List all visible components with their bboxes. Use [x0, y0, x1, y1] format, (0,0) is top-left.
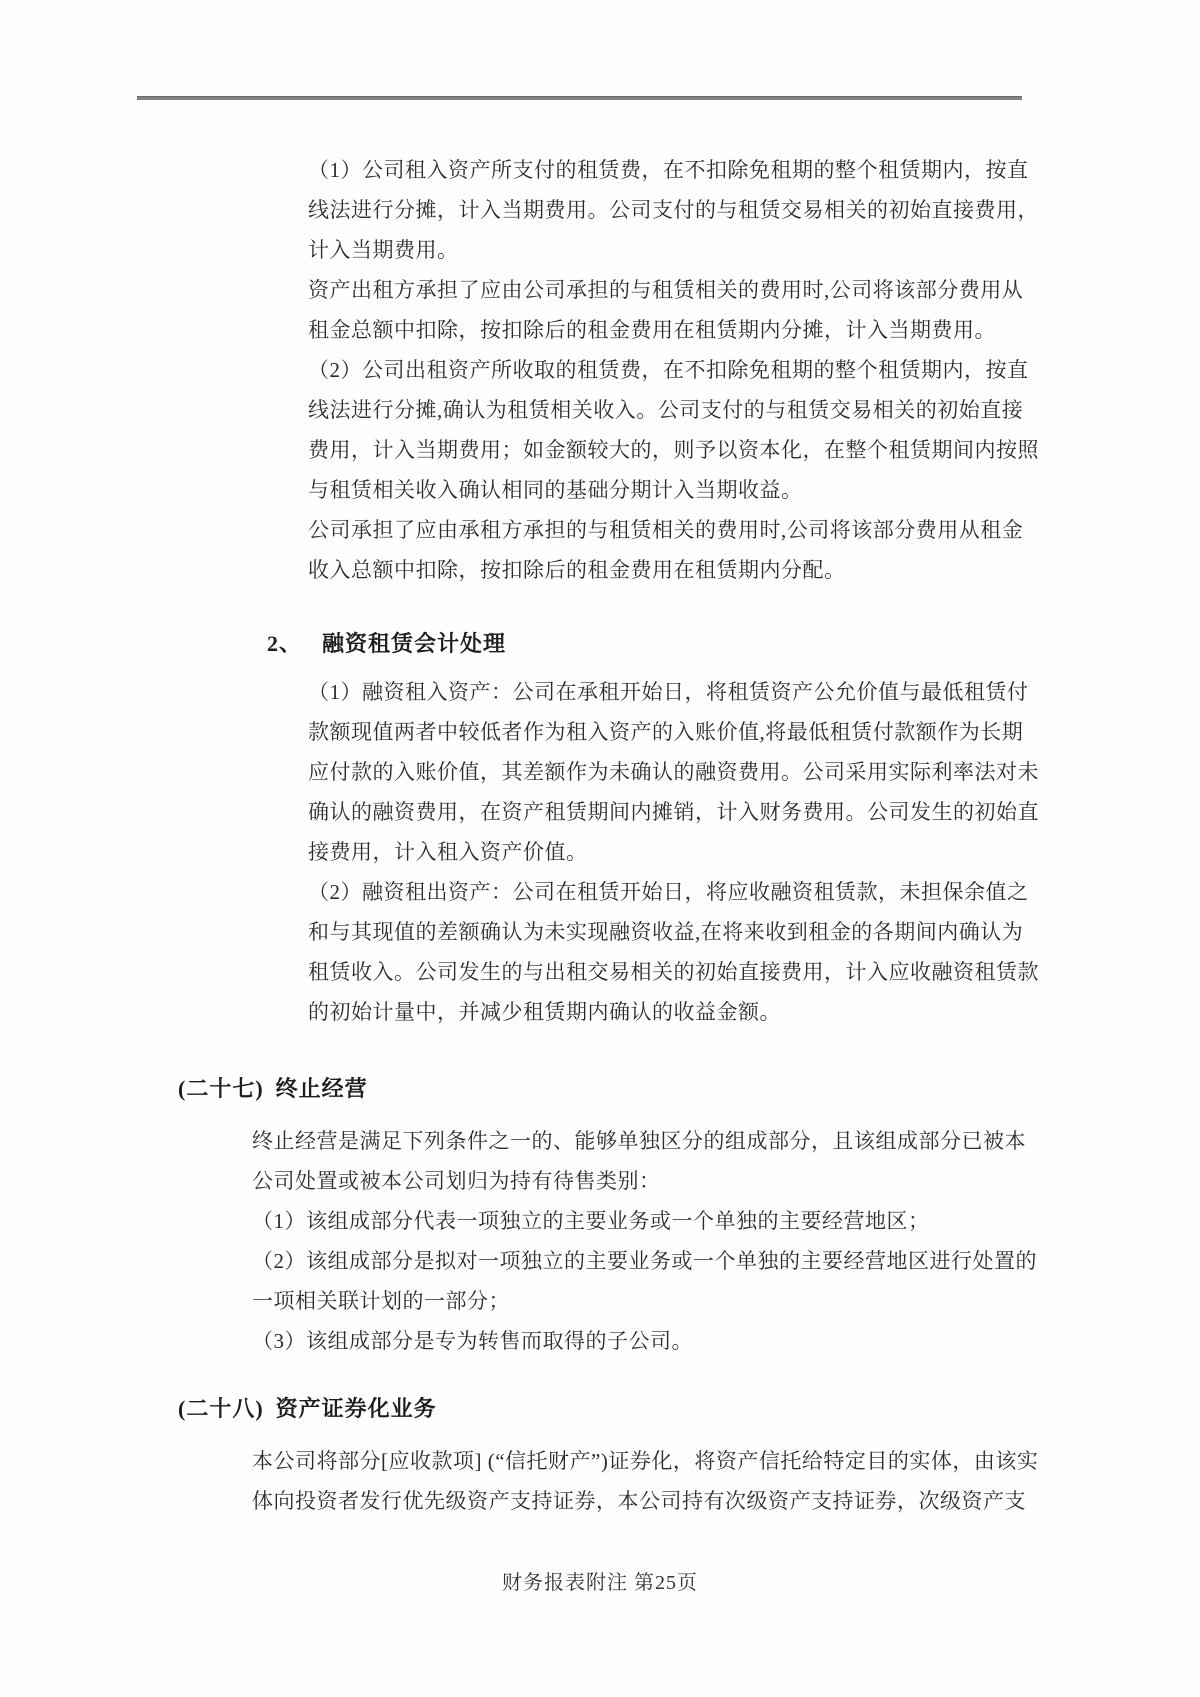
heading-asset-securitization	[178, 1396, 437, 1422]
paragraph-operating-lease	[308, 150, 1039, 590]
paragraph-finance-lease	[308, 672, 1039, 1032]
text-line: 和与其现值的差额确认为未实现融资收益,在将来收到租金的各期间内确认为	[308, 920, 1024, 944]
text-line: 公司承担了应由承租方承担的与租赁相关的费用时,公司将该部分费用从租金	[308, 518, 1024, 542]
text-line: 租赁收入。公司发生的与出租交易相关的初始直接费用，计入应收融资租赁款	[308, 960, 1039, 984]
heading-title: 资产证券化业务	[275, 1396, 437, 1421]
text-line: 的初始计量中，并减少租赁期内确认的收益金额。	[308, 1000, 781, 1024]
text-line: 本公司将部分[应收款项] (“信托财产”)证券化，将资产信托给特定目的实体，由该实	[252, 1449, 1039, 1473]
text-line: 线法进行分摊，计入当期费用。公司支付的与租赁交易相关的初始直接费用，	[308, 198, 1039, 222]
heading-title: 融资租赁会计处理	[322, 631, 507, 656]
text-line: 线法进行分摊,确认为租赁相关收入。公司支付的与租赁交易相关的初始直接	[308, 398, 1024, 422]
text-line: 接费用，计入租入资产价值。	[308, 840, 588, 864]
text-line: 计入当期费用。	[308, 238, 459, 262]
text-line: 确认的融资费用，在资产租赁期间内摊销，计入财务费用。公司发生的初始直	[308, 800, 1039, 824]
text-line: （1）该组成部分代表一项独立的主要业务或一个单独的主要经营地区；	[252, 1209, 930, 1233]
text-line: 公司处置或被本公司划归为持有待售类别：	[252, 1169, 661, 1193]
heading-number: 2、	[267, 631, 303, 656]
text-line: 与租赁相关收入确认相同的基础分期计入当期收益。	[308, 478, 803, 502]
heading-title: 终止经营	[275, 1076, 368, 1101]
text-line: （2）公司出租资产所收取的租赁费，在不扣除免租期的整个租赁期内，按直	[308, 358, 1029, 382]
text-line: （1）公司租入资产所支付的租赁费，在不扣除免租期的整个租赁期内，按直	[308, 158, 1029, 182]
text-line: 资产出租方承担了应由公司承担的与租赁相关的费用时,公司将该部分费用从	[308, 278, 1024, 302]
text-line: （2）该组成部分是拟对一项独立的主要业务或一个单独的主要经营地区进行处置的	[252, 1249, 1037, 1273]
heading-finance-lease	[267, 631, 506, 657]
heading-discontinued-operations	[178, 1076, 368, 1102]
text-line: 体向投资者发行优先级资产支持证券，本公司持有次级资产支持证券，次级资产支	[252, 1489, 1026, 1513]
text-line: 收入总额中扣除，按扣除后的租金费用在租赁期内分配。	[308, 558, 846, 582]
header-rule	[137, 96, 1022, 100]
text-line: （3）该组成部分是专为转售而取得的子公司。	[252, 1329, 693, 1353]
text-line: 租金总额中扣除，按扣除后的租金费用在租赁期内分摊，计入当期费用。	[308, 318, 996, 342]
text-line: 终止经营是满足下列条件之一的、能够单独区分的组成部分，且该组成部分已被本	[252, 1129, 1026, 1153]
paragraph-asset-securitization	[252, 1441, 1039, 1521]
page-footer: 财务报表附注 第25页	[502, 1572, 698, 1594]
text-line: 费用，计入当期费用；如金额较大的，则予以资本化，在整个租赁期间内按照	[308, 438, 1039, 462]
text-line: （1）融资租入资产：公司在承租开始日，将租赁资产公允价值与最低租赁付	[308, 680, 1029, 704]
heading-number: (二十八)	[178, 1396, 264, 1421]
text-line: 应付款的入账价值，其差额作为未确认的融资费用。公司采用实际利率法对未	[308, 760, 1039, 784]
paragraph-discontinued-operations	[252, 1121, 1037, 1361]
text-line: （2）融资租出资产：公司在租赁开始日，将应收融资租赁款，未担保余值之	[308, 880, 1029, 904]
heading-number: (二十七)	[178, 1076, 264, 1101]
text-line: 款额现值两者中较低者作为租入资产的入账价值,将最低租赁付款额作为长期	[308, 720, 1024, 744]
text-line: 一项相关联计划的一部分；	[252, 1289, 510, 1313]
